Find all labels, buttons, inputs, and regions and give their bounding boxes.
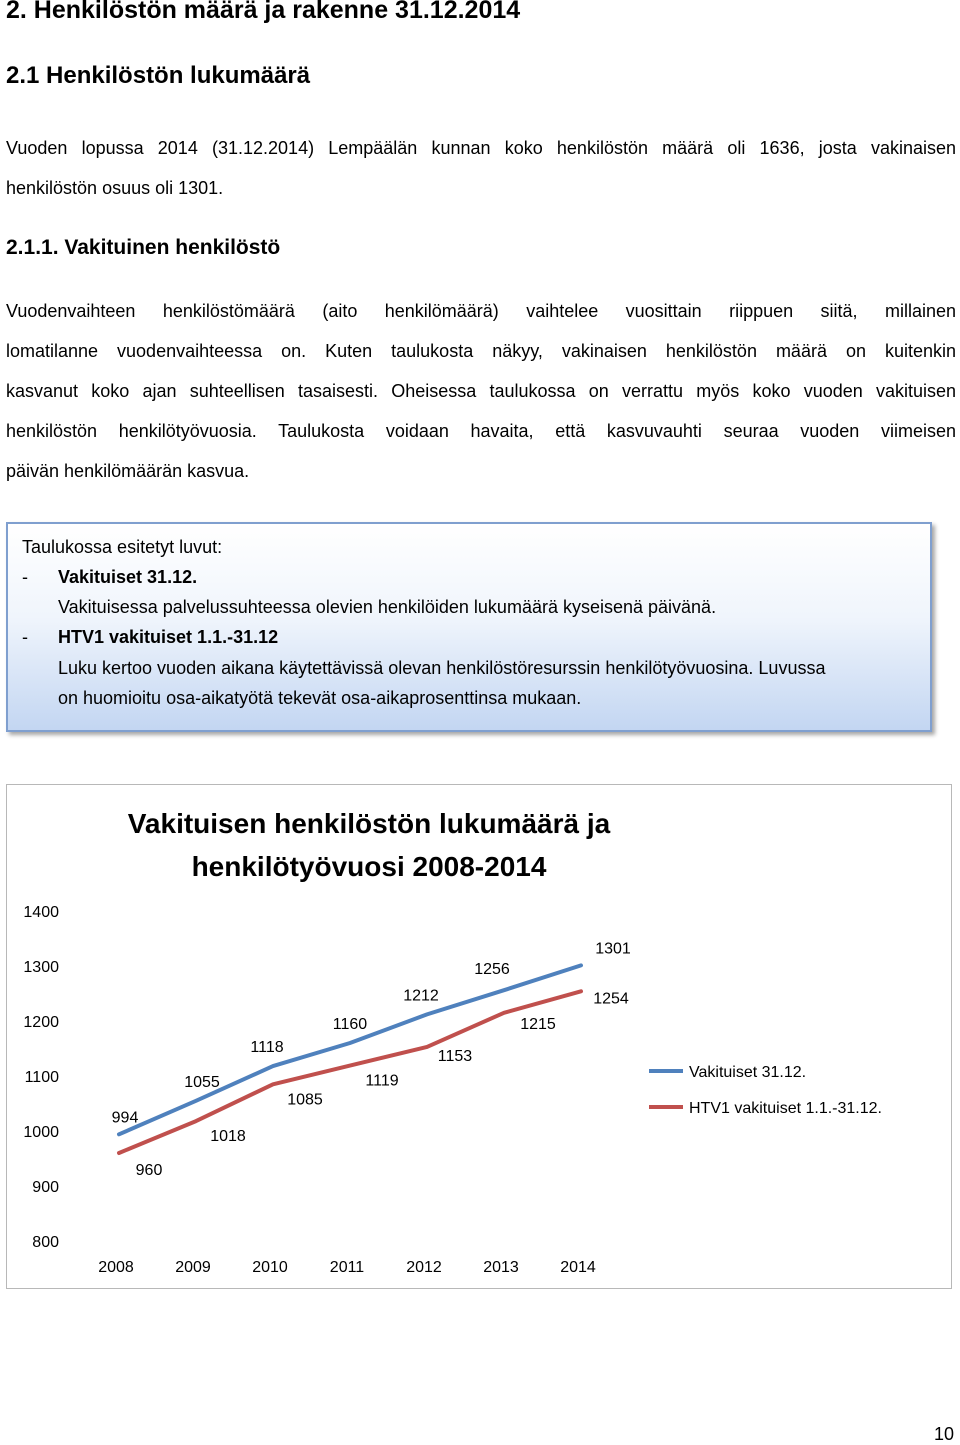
data-label: 994 [111, 1109, 139, 1127]
info-item-description: Luku kertoo vuoden aikana käytettävissä olevan henkilöstöresurssin henkilötyövuosina. Luvussa [58, 658, 826, 678]
data-label: 1256 [474, 961, 510, 979]
data-label: 1085 [287, 1091, 323, 1109]
chart-title: henkilötyövuosi 2008-2014 [191, 851, 547, 882]
data-label: 1118 [250, 1039, 284, 1057]
info-box-title: Taulukossa esitetyt luvut: [22, 537, 223, 557]
data-label: 1254 [593, 990, 629, 1008]
line-chart [7, 785, 953, 1290]
legend-label: Vakituiset 31.12. [689, 1064, 807, 1081]
section-heading: 2.1 Henkilöstön lukumäärä [6, 62, 311, 89]
body-line: kasvanut koko ajan suhteellisen tasaisesti. Oheisessa taulukossa on verrattu myös koko vuoden vakituisen [6, 381, 956, 401]
y-tick-label: 1200 [23, 1014, 59, 1031]
y-tick-label: 1000 [23, 1124, 59, 1141]
body-line: henkilöstön henkilötyövuosia. Taulukosta voidaan havaita, että kasvuvauhti seuraa vuoden viimeisen [6, 421, 956, 441]
y-tick-label: 1300 [23, 959, 59, 976]
info-item-dash: - [22, 627, 28, 647]
info-box [6, 522, 932, 732]
body-line: päivän henkilömäärän kasvua. [6, 461, 250, 481]
intro-line: henkilöstön osuus oli 1301. [6, 178, 224, 198]
y-tick-label: 1400 [23, 904, 59, 921]
data-label: 1119 [365, 1072, 399, 1090]
subsection-heading: 2.1.1. Vakituinen henkilöstö [6, 236, 281, 259]
data-label: 1301 [595, 940, 631, 958]
body-line: lomatilanne vuodenvaihteessa on. Kuten taulukosta näkyy, vakinaisen henkilöstön määrä on kuitenkin [6, 341, 956, 361]
x-tick-label: 2013 [483, 1259, 519, 1276]
y-tick-label: 800 [32, 1234, 59, 1251]
x-tick-label: 2012 [406, 1259, 442, 1276]
x-tick-label: 2011 [329, 1259, 365, 1276]
info-item-label: Vakituiset 31.12. [58, 567, 198, 587]
legend-label: HTV1 vakituiset 1.1.-31.12. [689, 1100, 882, 1117]
data-label: 1212 [403, 987, 439, 1005]
chart-title: Vakituisen henkilöstön lukumäärä ja [127, 808, 611, 839]
y-tick-label: 900 [32, 1179, 59, 1196]
info-item-description: Vakituisessa palvelussuhteessa olevien henkilöiden lukumäärä kyseisenä päivänä. [58, 597, 717, 617]
data-label: 1160 [332, 1016, 368, 1033]
info-item-label: HTV1 vakituiset 1.1.-31.12 [58, 627, 279, 647]
x-tick-label: 2010 [252, 1259, 288, 1276]
x-tick-label: 2009 [175, 1259, 211, 1276]
chart-frame [6, 784, 952, 1289]
info-item-dash: - [22, 567, 28, 587]
body-line: Vuodenvaihteen henkilöstömäärä (aito henkilömäärä) vaihtelee vuosittain riippuen siitä, millainen [6, 301, 956, 321]
x-tick-label: 2014 [560, 1259, 596, 1276]
page-heading: 2. Henkilöstön määrä ja rakenne 31.12.2014 [6, 0, 521, 24]
data-label: 1153 [437, 1047, 473, 1065]
series-line-vakituiset [119, 965, 581, 1134]
page-number: 10 [933, 1424, 954, 1444]
info-item-description: on huomioitu osa-aikatyötä tekevät osa-aikaprosenttinsa mukaan. [58, 688, 582, 708]
y-tick-label: 1100 [24, 1069, 59, 1086]
data-label: 1055 [184, 1073, 220, 1091]
data-label: 1018 [210, 1128, 246, 1146]
data-label: 1215 [520, 1015, 556, 1033]
x-tick-label: 2008 [98, 1259, 134, 1276]
intro-line: Vuoden lopussa 2014 (31.12.2014) Lempäälän kunnan koko henkilöstön määrä oli 1636, josta vakinaisen [6, 138, 956, 158]
data-label: 960 [135, 1162, 163, 1179]
